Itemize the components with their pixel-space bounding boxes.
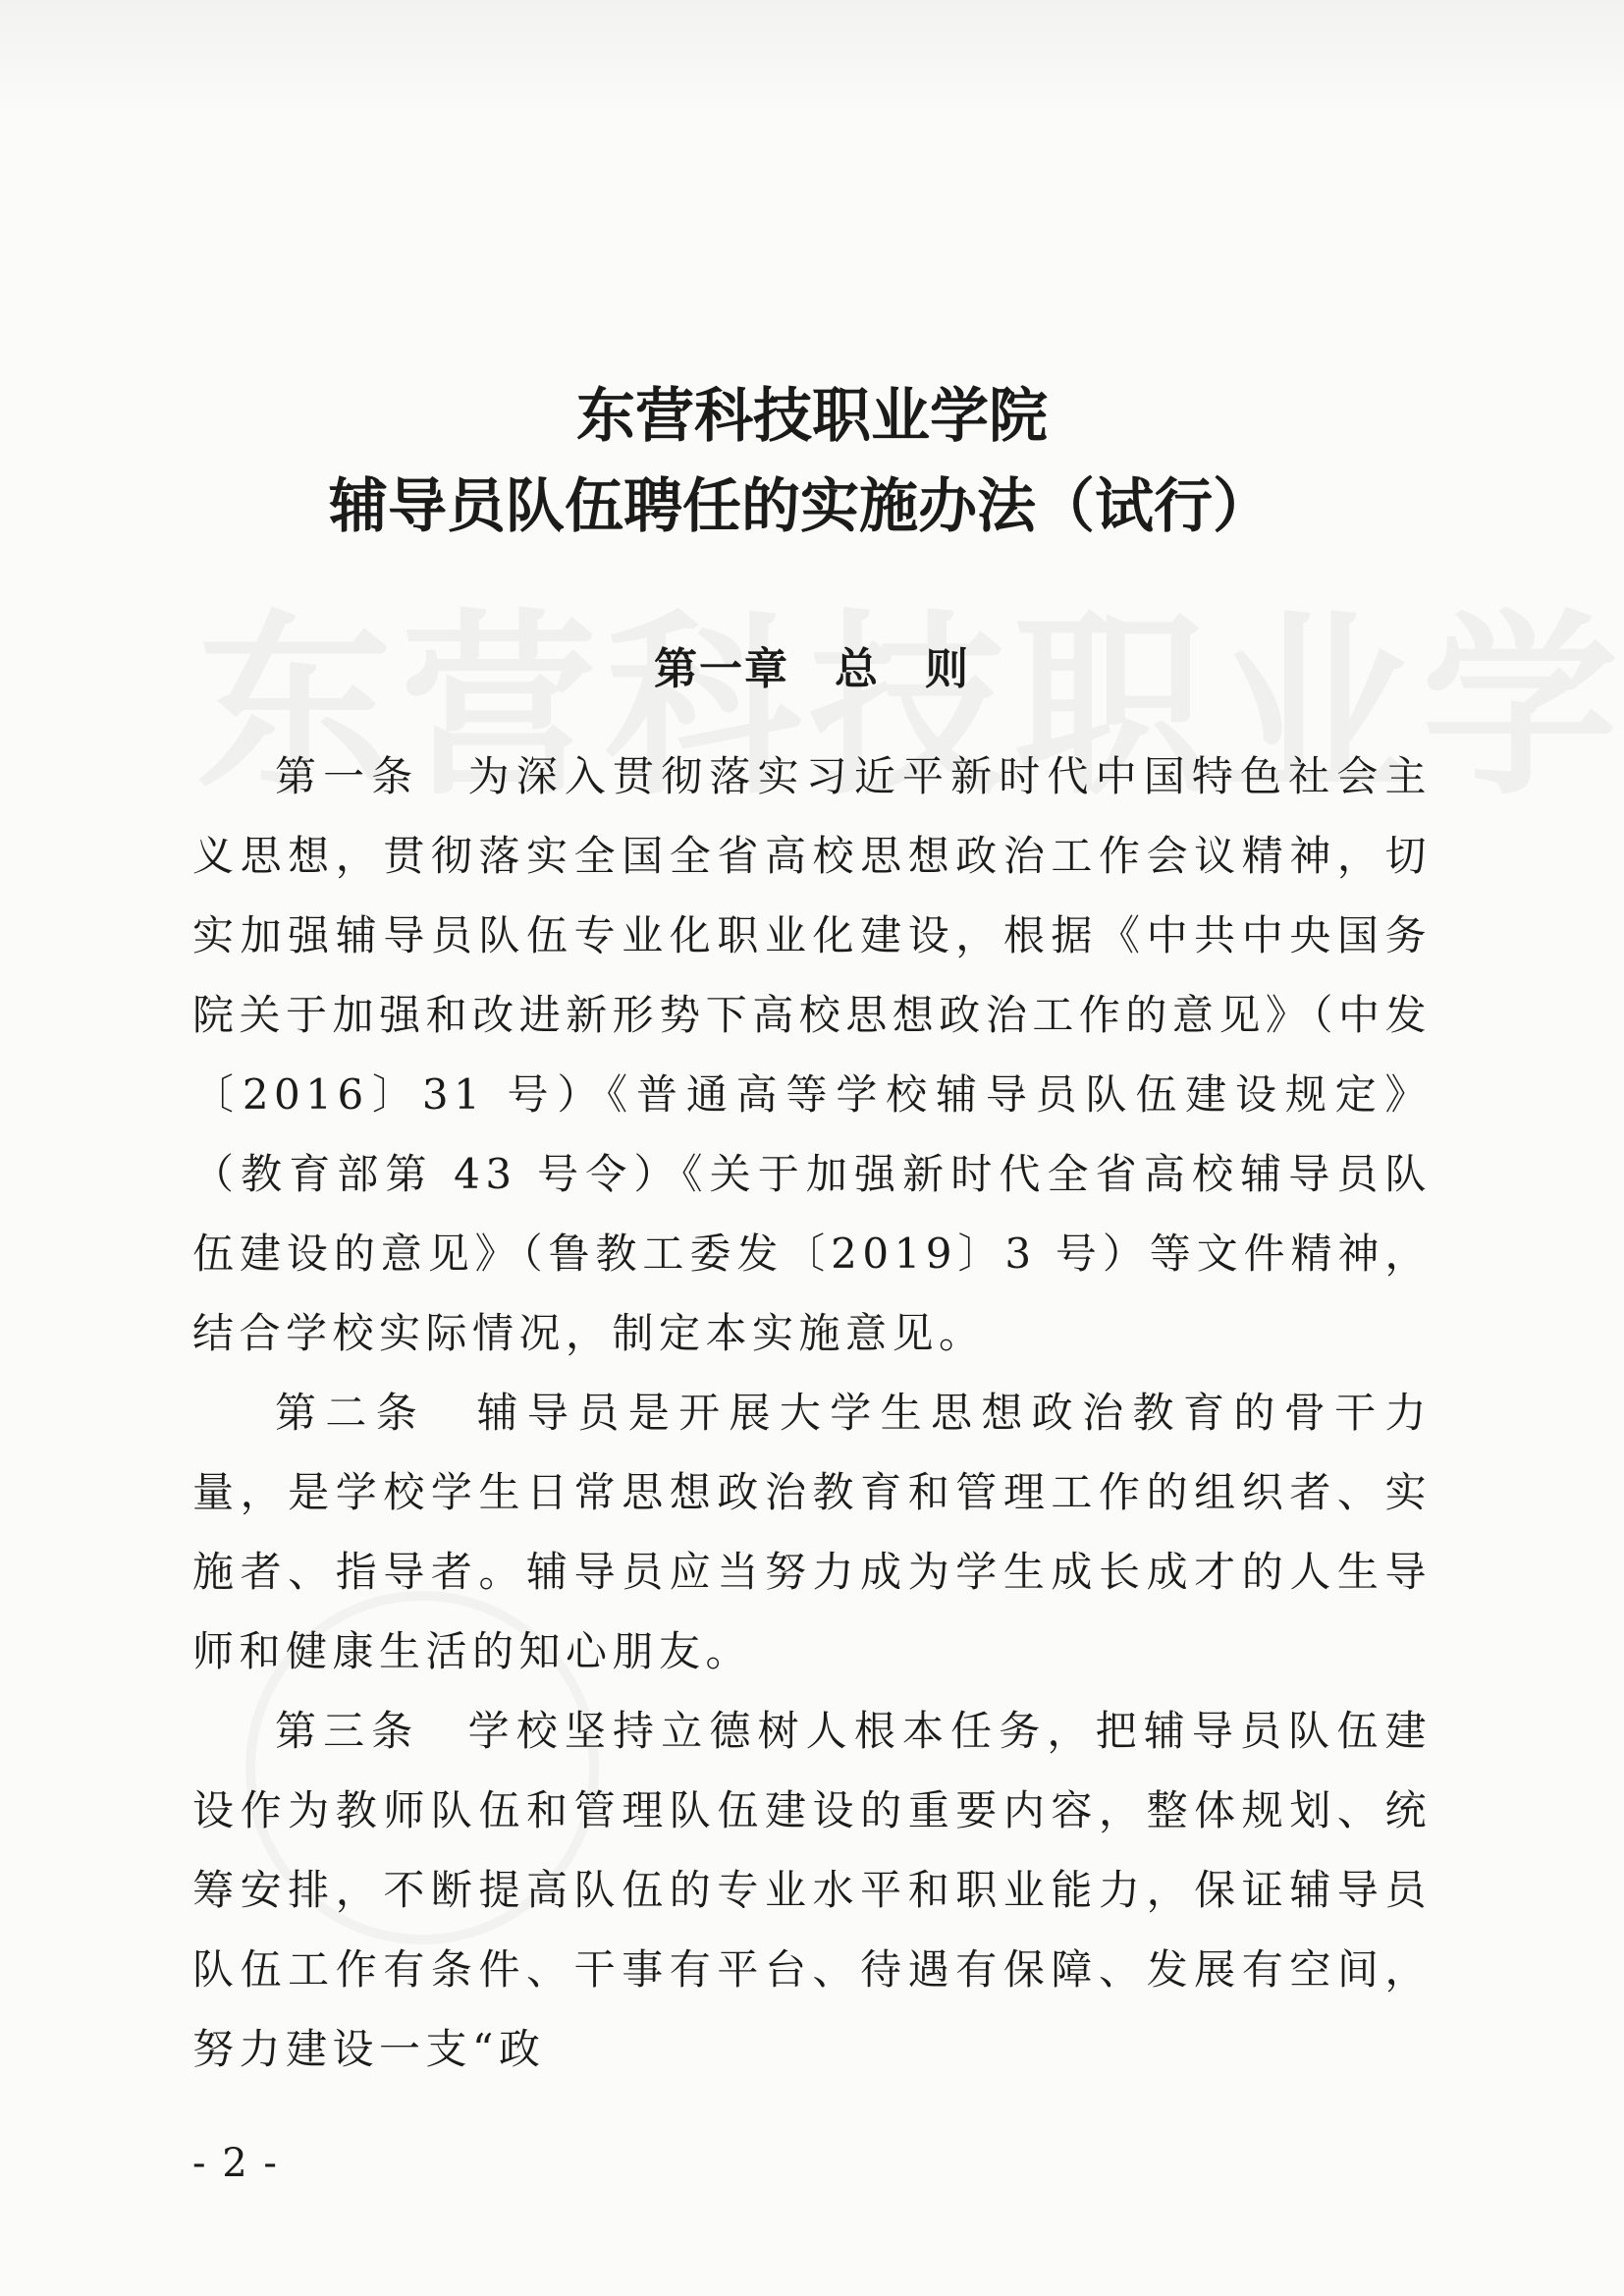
article-paragraph: 第二条 辅导员是开展大学生思想政治教育的骨干力量，是学校学生日常思想政治教育和管理工作的组织者、实施者、指导者。辅导员应当努力成为学生成长成才的人生导师和健康生活的知心朋友。 bbox=[192, 1389, 1432, 1675]
chapter-heading: 第一章 总 则 bbox=[654, 644, 970, 694]
article-paragraph: 第一条 为深入贯彻落实习近平新时代中国特色社会主义思想，贯彻落实全国全省高校思想政治工作会议精神，切实加强辅导员队伍专业化职业化建设，根据《中共中央国务院关于加强和改进新形势下高校思想政治工作的意见》（中发〔2016〕31 号）《普通高等学校辅导员队伍建设规定》（教育部第 43 号令）《关于加强新时代全省高校辅导员队伍建设的意见》（鲁教工委发〔2019〕3 号）等文件精神，结合学校实际情况，制定本实施意见。 bbox=[192, 752, 1432, 1357]
article-paragraph: 第三条 学校坚持立德树人根本任务，把辅导员队伍建设作为教师队伍和管理队伍建设的重要内容，整体规划、统筹安排，不断提高队伍的专业水平和职业能力，保证辅导员队伍工作有条件、干事有平台、待遇有保障、发展有空间，努力建设一支“政 bbox=[192, 1707, 1432, 2073]
document-body bbox=[192, 737, 1432, 2089]
page-number: - 2 - bbox=[192, 2141, 279, 2186]
title-line-2: 辅导员队伍聘任的实施办法（试行） bbox=[329, 472, 1272, 541]
title-line-1: 东营科技职业学院 bbox=[576, 382, 1048, 451]
document-title bbox=[0, 371, 1624, 552]
scan-shading bbox=[0, 0, 1624, 118]
